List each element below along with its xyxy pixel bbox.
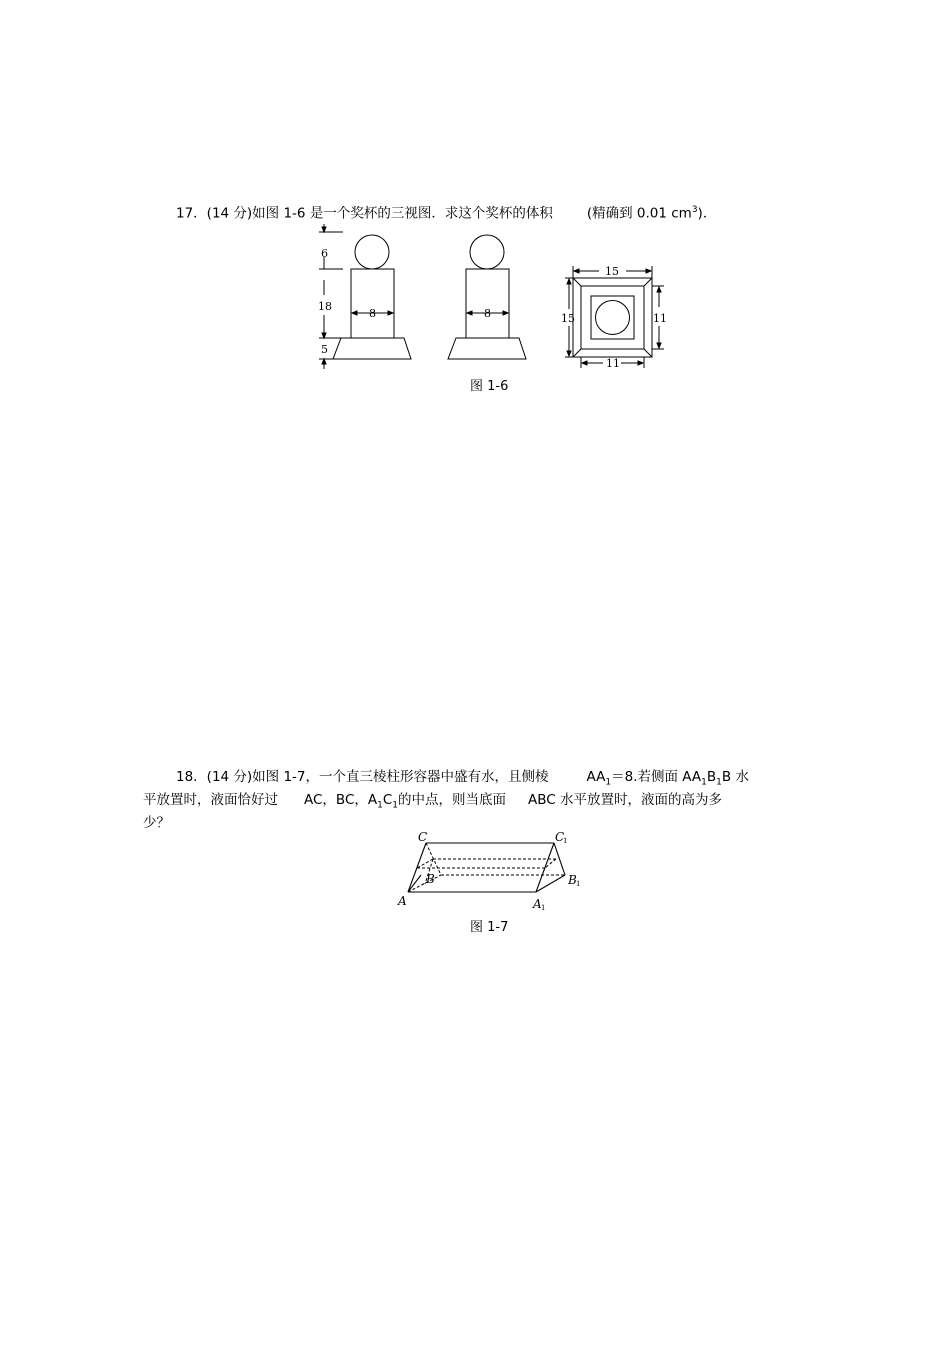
dim-label-6: 6 — [321, 247, 328, 260]
problem-18-text-2e: ABC 水平放置时，液面的高为多 — [528, 792, 723, 808]
front-stem — [351, 269, 394, 338]
vertex-label-A1: A — [533, 897, 542, 911]
front-view — [319, 224, 411, 369]
problem-18-line-2 — [143, 791, 722, 815]
problem-18-text-2b: AC，BC，A — [304, 792, 378, 808]
dim-label-18: 18 — [318, 300, 332, 313]
top-view — [565, 266, 664, 368]
problem-18-sub-5: 1 — [392, 800, 399, 811]
figure-1-7-caption: 图 1-7 — [470, 920, 509, 935]
side-stem — [466, 269, 509, 338]
figure-1-6 — [300, 222, 680, 374]
subscript-B1: 1 — [576, 880, 581, 888]
problem-17-superscript: 3 — [691, 205, 698, 215]
problem-18-text-1d: B — [706, 769, 717, 785]
top-height-label: 15 — [561, 312, 575, 325]
vertex-label-A: A — [398, 894, 407, 908]
side-view — [448, 235, 526, 359]
problem-18-text-2a: 平放置时，液面恰好过 — [143, 792, 278, 808]
inner-bottom-label: 11 — [606, 357, 620, 370]
problem-18-text-1a: 18．(14 分)如图 1-7，一个直三棱柱形容器中盛有水，且侧棱 — [176, 769, 549, 785]
top-width-label: 15 — [605, 265, 619, 278]
subscript-C1: 1 — [563, 837, 568, 845]
dim-label-5: 5 — [321, 343, 328, 356]
problem-18-sub-4: 1 — [377, 800, 383, 811]
problem-18-line-1 — [176, 768, 749, 792]
problem-18-text-1b: AA — [586, 769, 606, 785]
problem-17-text-c: )． — [697, 205, 717, 222]
vertex-label-B: B — [426, 872, 435, 886]
problem-17-statement — [176, 201, 716, 223]
vertex-label-C1: C — [555, 830, 565, 844]
side-ball — [470, 235, 504, 269]
width-label-side: 8 — [484, 307, 491, 320]
problem-17-text-a: 17．(14 分)如图 1-6 是一个奖杯的三视图．求这个奖杯的体积 — [176, 205, 553, 222]
problem-18-text-2c: C — [382, 792, 393, 808]
subscript-A1: 1 — [541, 904, 546, 912]
problem-18-line-3: 少？ — [143, 815, 170, 831]
front-ball — [355, 235, 389, 269]
problem-18-sub-3: 1 — [716, 777, 722, 788]
problem-17-text-b: (精确到 0.01 cm — [586, 205, 692, 222]
problem-18-text-1c: ＝8.若侧面 AA — [611, 769, 702, 785]
problem-18-text-2d: 的中点，则当底面 — [398, 792, 507, 808]
front-base — [333, 338, 411, 359]
problem-18-sub-2: 1 — [701, 777, 707, 788]
figure-1-7 — [393, 826, 593, 914]
inner-right-label: 11 — [653, 312, 667, 325]
side-base — [448, 338, 526, 359]
problem-18-text-1e: B 水 — [721, 769, 749, 785]
problem-18-sub-1: 1 — [605, 777, 612, 788]
width-label-front: 8 — [369, 307, 376, 320]
vertex-label-B1: B — [568, 873, 577, 887]
figure-1-6-caption: 图 1-6 — [470, 379, 509, 394]
vertex-label-C: C — [418, 830, 428, 844]
